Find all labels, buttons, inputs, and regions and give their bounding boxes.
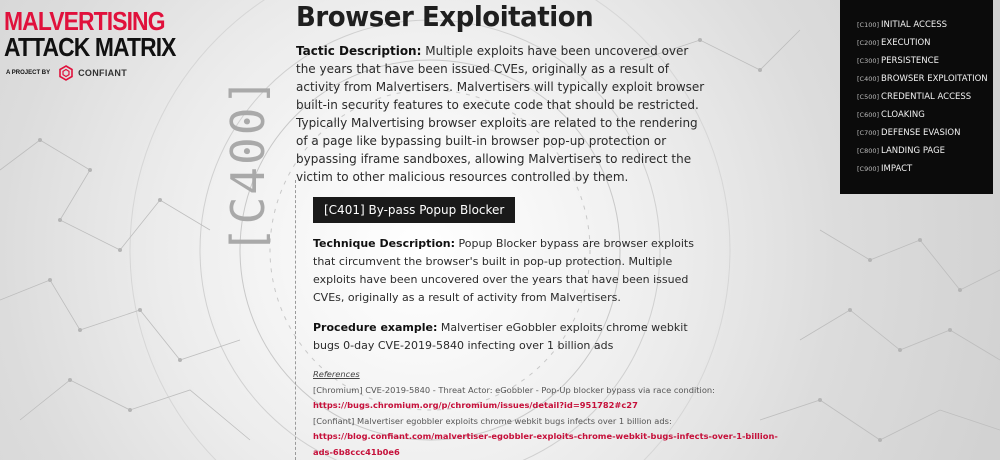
nav-item-code: [C400]: [857, 75, 880, 83]
references-heading: References: [313, 369, 360, 379]
confiant-logo-icon: [58, 65, 74, 81]
nav-item-landing-page[interactable]: [857, 142, 993, 160]
procedure-example-label: Procedure example:: [313, 321, 438, 334]
tactic-description: [296, 42, 711, 186]
nav-item-label: EXECUTION: [881, 38, 931, 48]
tactic-description-label: Tactic Description:: [296, 44, 422, 58]
reference-text: [Chromium] CVE-2019-5840 - Threat Actor: eGobbler - Pop-Up blocker bypass via race condition:: [313, 384, 715, 395]
nav-item-label: LANDING PAGE: [881, 146, 946, 156]
nav-item-execution[interactable]: [857, 34, 993, 52]
nav-item-defense-evasion[interactable]: [857, 124, 993, 142]
tactic-description-text: Multiple exploits have been uncovered over the years that have been issued CVEs, originally as a result of activity from Malvertisers. Malvertisers will typically exploit browser built-in security features to execute code that should be restricted. Typically Malvertising browser exploits are related to the rendering of a page like bypassing built-in browser pop-up protection or bypassing iframe sandboxes, allowing Malvertisers to redirect the victim to other malicious resources controlled by them.: [296, 44, 705, 184]
nav-item-cloaking[interactable]: [857, 106, 993, 124]
project-by-label: A PROJECT BY: [6, 70, 51, 76]
nav-item-label: CREDENTIAL ACCESS: [881, 92, 972, 102]
nav-item-credential-access[interactable]: [857, 88, 993, 106]
nav-item-persistence[interactable]: [857, 52, 993, 70]
procedure-example: [313, 319, 713, 355]
reference-link-continued[interactable]: ads-6b8ccc41b0e6: [313, 446, 400, 457]
technique-description-text: Popup Blocker bypass are browser exploits that circumvent the browser's built in pop-up protection. Multiple exploits have been uncovered over the years that have been issued CVEs, originally as a result of activity from Malvertisers.: [313, 237, 694, 304]
nav-item-label: DEFENSE EVASION: [881, 128, 961, 138]
reference-link[interactable]: https://blog.confiant.com/malvertiser-egobbler-exploits-chrome-webkit-bugs-infects-over-1-billion-: [313, 431, 778, 441]
nav-item-code: [C200]: [857, 39, 880, 47]
nav-item-label: BROWSER EXPLOITATION: [881, 74, 988, 84]
reference-text: [Confiant] Malvertiser egobbler exploits chrome webkit bugs infects over 1 billion ads:: [313, 415, 672, 426]
technique-title-button[interactable]: [C401] By-pass Popup Blocker: [313, 197, 515, 223]
section-code-text: [C400]: [221, 75, 275, 255]
logo-title-line1: MALVERTISING: [4, 6, 165, 36]
site-logo[interactable]: [4, 6, 176, 82]
nav-item-code: [C500]: [857, 93, 880, 101]
nav-item-code: [C700]: [857, 129, 880, 137]
references-section: [313, 367, 778, 460]
logo-byline: [4, 64, 154, 82]
nav-item-browser-exploitation[interactable]: [857, 70, 993, 88]
partner-name: CONFIANT: [78, 68, 128, 78]
nav-item-code: [C600]: [857, 111, 880, 119]
nav-item-code: [C900]: [857, 165, 880, 173]
page-title: Browser Exploitation: [296, 0, 594, 33]
nav-item-impact[interactable]: [857, 160, 993, 178]
nav-item-code: [C300]: [857, 57, 880, 65]
dashed-divider: [295, 180, 296, 460]
nav-item-label: IMPACT: [881, 164, 913, 174]
nav-item-label: CLOAKING: [881, 110, 925, 120]
nav-item-label: INITIAL ACCESS: [881, 20, 948, 30]
technique-description-label: Technique Description:: [313, 237, 455, 250]
nav-item-initial-access[interactable]: [857, 16, 993, 34]
reference-link[interactable]: https://bugs.chromium.org/p/chromium/issues/detail?id=951782#c27: [313, 400, 638, 410]
procedure-example-text: Malvertiser eGobbler exploits chrome webkit bugs 0-day CVE-2019-5840 infecting over 1 billion ads: [313, 321, 688, 352]
nav-item-code: [C100]: [857, 21, 880, 29]
section-code-vertical: [208, 75, 288, 255]
tactic-nav-menu: [840, 0, 993, 194]
logo-title-line2: ATTACK MATRIX: [4, 32, 176, 62]
technique-description: [313, 235, 713, 307]
nav-item-label: PERSISTENCE: [881, 56, 939, 66]
nav-item-code: [C800]: [857, 147, 880, 155]
